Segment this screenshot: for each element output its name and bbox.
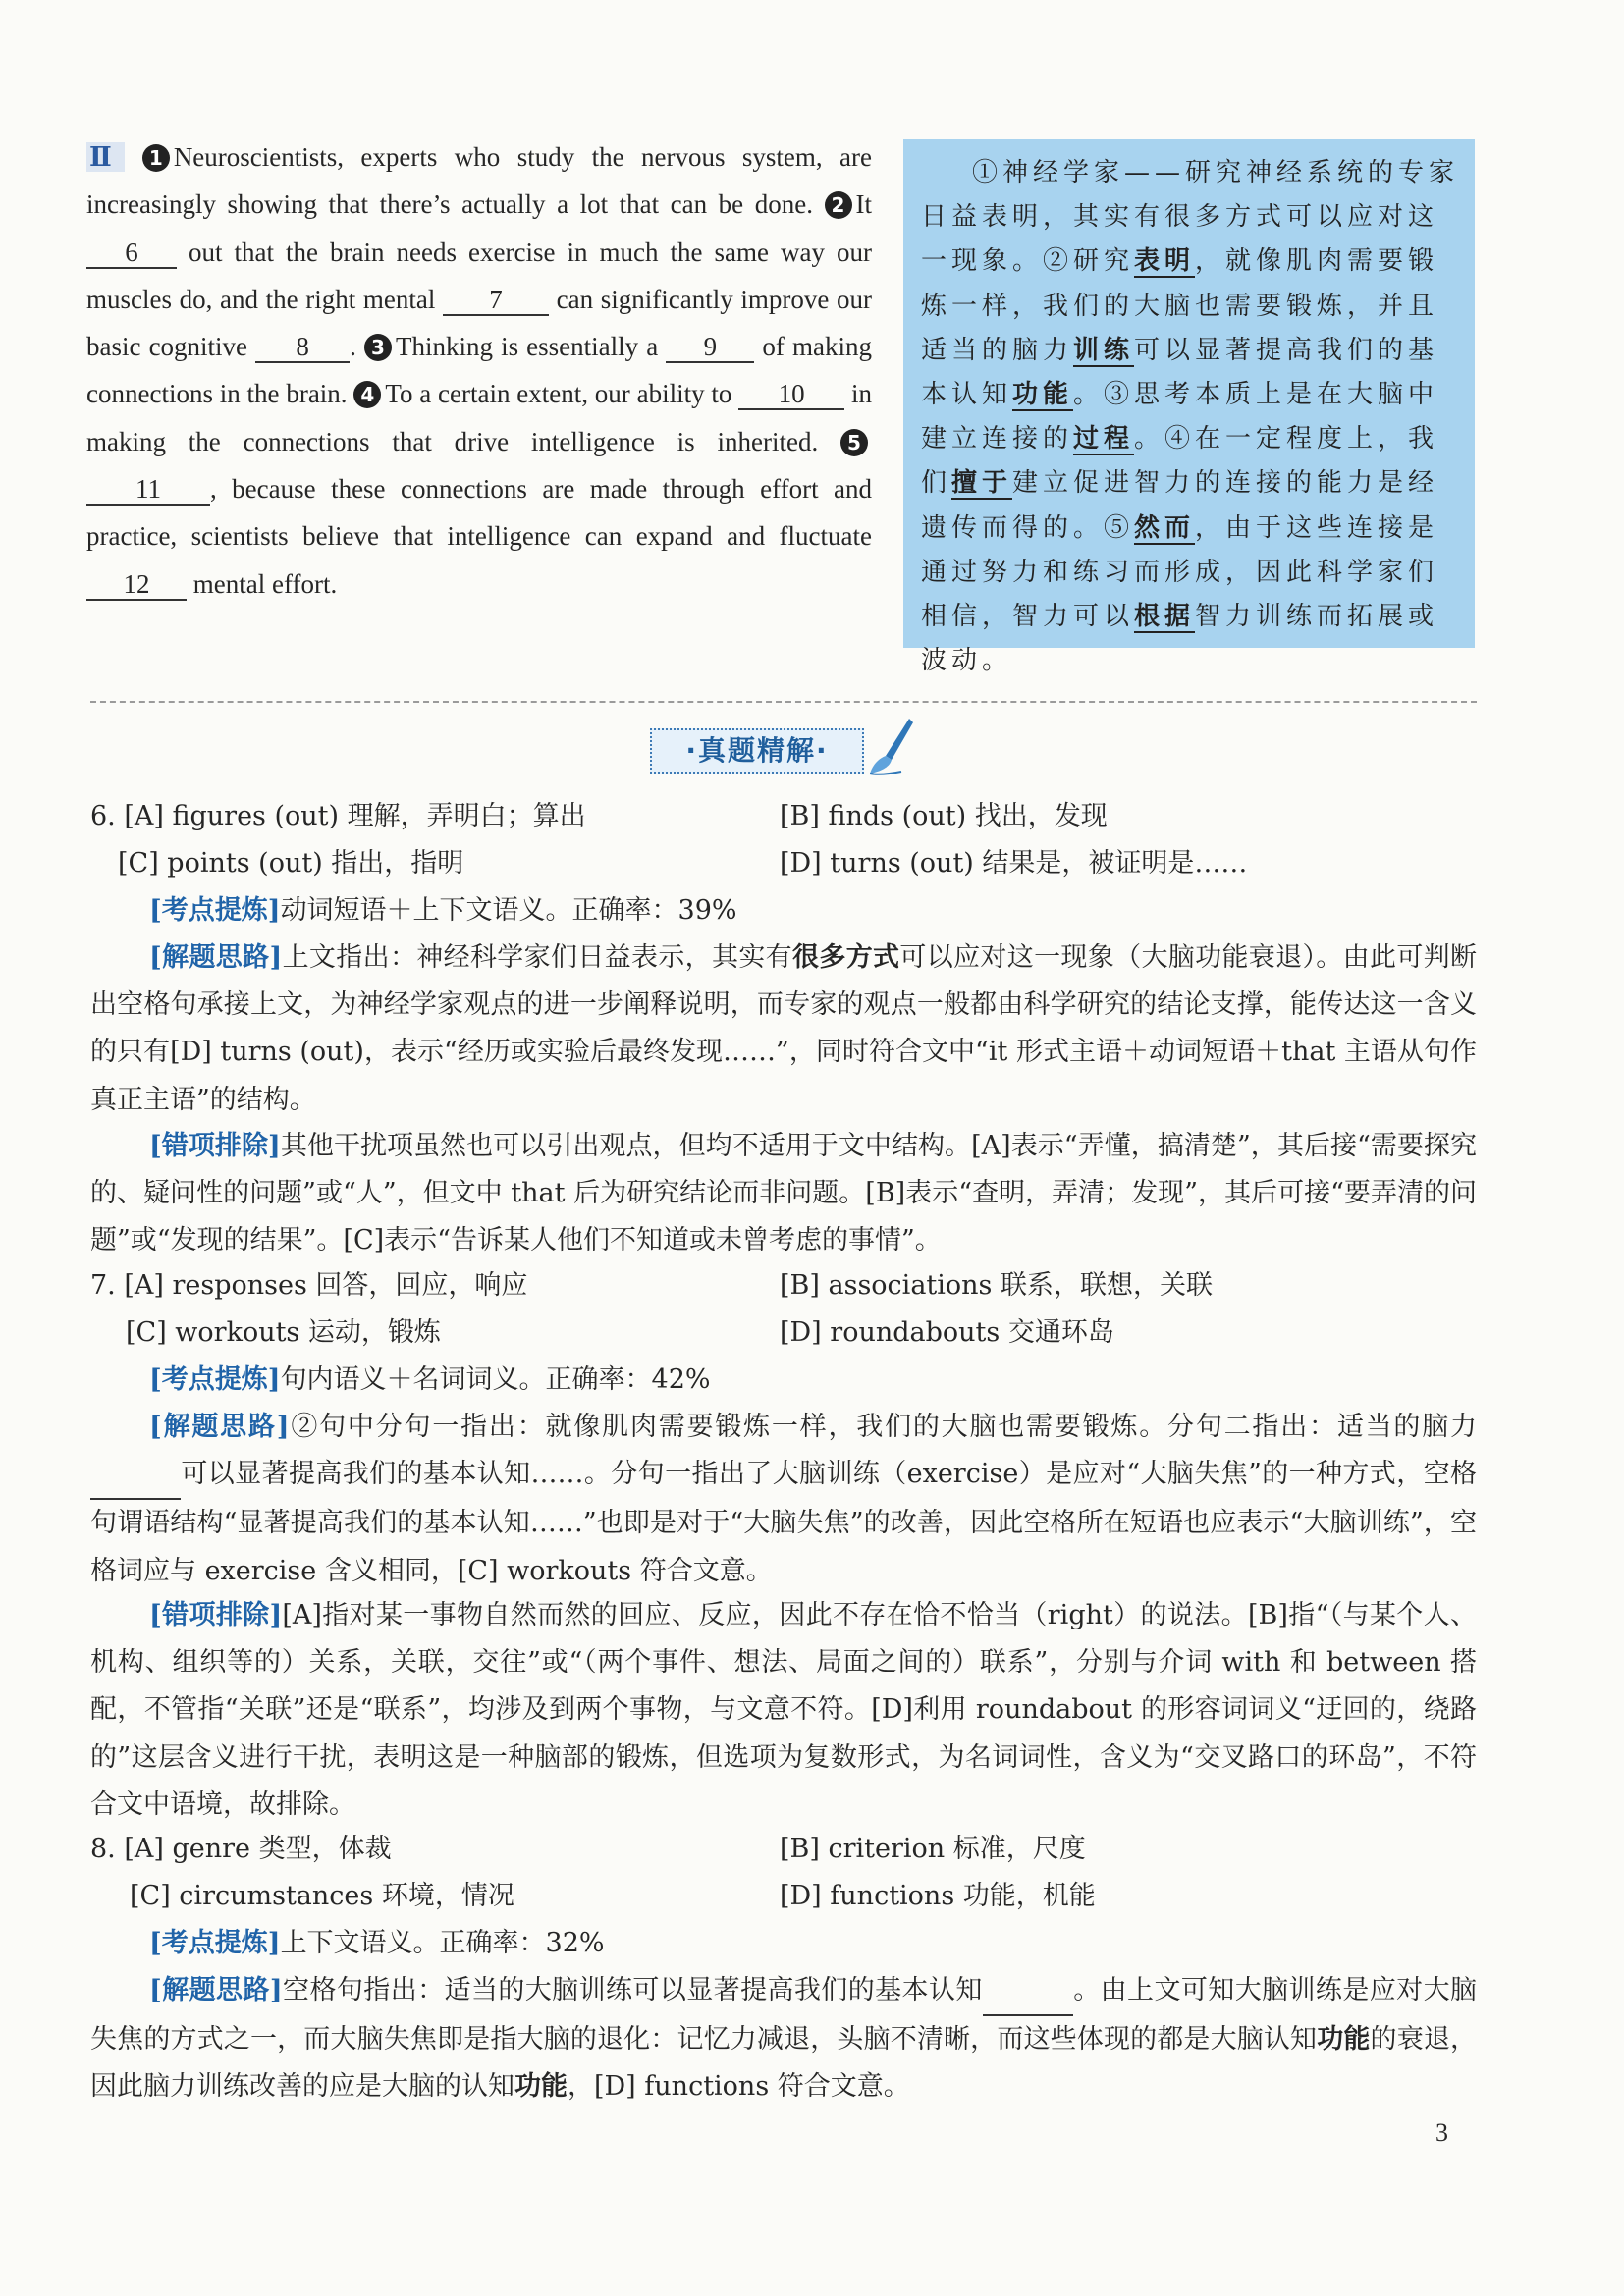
- highlight-word: 擅于: [951, 468, 1013, 499]
- blank-8: 8: [255, 332, 350, 363]
- section-number: Ⅱ: [86, 142, 125, 172]
- label-distractor: [错项排除]: [149, 1131, 281, 1161]
- page-number: 3: [1435, 2118, 1448, 2147]
- solution-text: ②句中分句一指出：就像肌肉需要锻炼一样，我们的大脑也需要锻炼。分句二指出：适当的脑力: [289, 1412, 1477, 1442]
- highlight-word: 然而: [1134, 512, 1196, 543]
- translation-text: 。④在一定程度上，我们: [921, 424, 1439, 499]
- highlight-word: 训练: [1073, 335, 1135, 365]
- highlight-word: 根据: [1134, 602, 1196, 632]
- option-c: [C] points (out) 指出，指明: [118, 848, 464, 879]
- translation-text: 智力训练而拓展或波动。: [921, 602, 1439, 676]
- option-d: [D] roundabouts 交通环岛: [780, 1317, 1114, 1348]
- solution-text: 上文指出：神经科学家们日益表示，其实有: [282, 942, 793, 973]
- key-point-text: 动词短语＋上下文语义。正确率：39%: [280, 895, 737, 926]
- blank-9: 9: [666, 332, 754, 363]
- brush-icon: [866, 715, 917, 777]
- solution-text: 。由上文可知大脑训练是应对大脑失焦的方式之一，而大脑失焦即是指大脑的退化：记忆力减退，头脑不清晰，而这些体现的都是大脑认知: [90, 1975, 1477, 2056]
- blank-11: 11: [86, 474, 210, 506]
- section-tag: ·真题精解·: [650, 728, 864, 774]
- label-solution: [解题思路]: [149, 1975, 283, 2005]
- sentence-marker: 5: [840, 429, 868, 456]
- label-solution: [解题思路]: [149, 1412, 290, 1442]
- distractor-paragraph: [90, 1123, 1477, 1265]
- option-c: [C] workouts 运动，锻炼: [126, 1317, 441, 1348]
- key-point: [149, 1362, 711, 1398]
- translation-text: ①神经学家——研究神经系统的专家日益表明，其实有很多方式可以应对这一现象。②研究: [921, 158, 1460, 277]
- highlight-word: 功能: [1012, 380, 1074, 410]
- label-solution: [解题思路]: [149, 942, 283, 973]
- sentence-text: can significantly improve our basic cognitive: [86, 284, 872, 362]
- distractor-paragraph: [90, 1592, 1477, 1829]
- option-b: [B] associations 联系，联想，关联: [780, 1270, 1213, 1301]
- solution-text: 可以显著提高我们的基本认知……。分句一指出了大脑训练（exercise）是应对“大脑失焦”的一种方式，空格句谓语结构“显著提高我们的基本认知……”也即是对于“大脑失焦”的改善，因此空格所在短语也应表示“大脑训练”，空格词应与 exercise 含义相同，[C] workouts 符合文意。: [90, 1459, 1477, 1586]
- label-key-point: [考点提炼]: [149, 1364, 281, 1395]
- distractor-text: 其他干扰项虽然也可以引出观点，但均不适用于文中结构。[A]表示“弄懂，搞清楚”，其后接“需要探究的、疑问性的问题”或“人”，但文中 that 后为研究结论而非问题。[B]表示“查明，弄清；发现”，其后可接“要弄清的问题”或“发现的结果”。[C]表示“告诉某人他们不知道或未曾考虑的事情”。: [90, 1131, 1477, 1256]
- highlight-word: 表明: [1134, 246, 1196, 277]
- label-key-point: [考点提炼]: [149, 895, 281, 926]
- bold-term: 很多方式: [792, 942, 900, 973]
- distractor-text: [A]指对某一事物自然而然的回应、反应，因此不存在恰不恰当（right）的说法。[B]指“（与某个人、机构、组织等的）关系，关联，交往”或“（两个事件、想法、局面之间的）联系”，分别与介词 with 和 between 搭配，不管指“关联”还是“联系”，均涉及到两个事物，与文意不符。[D]利用 roundabout 的形容词词义“迂回的，绕路的”这层含义进行干扰，表明这是一种脑部的锻炼，但选项为复数形式，为名词词性，含义为“交叉路口的环岛”，不符合文中语境，故排除。: [90, 1600, 1477, 1820]
- sentence-marker: 4: [353, 381, 381, 408]
- option-a: 8. [A] genre 类型，体裁: [90, 1834, 392, 1864]
- solution-text: 可以应对这一现象（大脑功能衰退）。由此可判断出空格句承接上文，为神经学家观点的进一步阐释说明，而专家的观点一般都由科学研究的结论支撑，能传达这一含义的只有[D] turns (out)，表示“经历或实验后最终发现……”，同时符合文中“it 形式主语＋动词短语＋that 主语从句作真正主语”的结构。: [90, 942, 1478, 1115]
- translation-text: ，就像肌肉需要锻炼一样，我们的大脑也需要锻炼，并且适当的脑力: [921, 246, 1439, 365]
- sentence-text: Thinking is essentially a: [395, 332, 667, 362]
- sentence-text: mental effort.: [187, 568, 338, 599]
- option-b: [B] finds (out) 找出，发现: [780, 801, 1108, 831]
- key-point: [149, 1926, 605, 1961]
- key-point-text: 上下文语义。正确率：32%: [280, 1928, 605, 1958]
- option-d: [D] functions 功能，机能: [780, 1881, 1096, 1911]
- option-a: 6. [A] figures (out) 理解，弄明白；算出: [90, 801, 586, 831]
- solution-paragraph: [90, 1967, 1477, 2111]
- option-b: [B] criterion 标准，尺度: [780, 1834, 1086, 1864]
- option-d: [D] turns (out) 结果是，被证明是……: [780, 848, 1248, 879]
- key-point: [149, 893, 737, 929]
- translation-text: 建立促进智力的连接的能力是经遗传而得的。⑤: [921, 468, 1439, 543]
- option-a: 7. [A] responses 回答，回应，响应: [90, 1270, 528, 1301]
- sentence-text: out that the brain needs exercise in much the same way our muscles do, and the right mental: [86, 237, 872, 314]
- solution-text: 空格句指出：适当的大脑训练可以显著提高我们的基本认知: [282, 1975, 983, 2005]
- blank-7: 7: [443, 285, 549, 316]
- label-distractor: [错项排除]: [149, 1600, 283, 1630]
- sentence-text: Neuroscientists, experts who study the nervous system, are increasingly showing that there’s actually a lot that can be done.: [86, 142, 872, 220]
- translation-box: [903, 139, 1475, 676]
- bold-term: 功能: [1317, 2024, 1371, 2056]
- translation-text: ，由于这些连接是通过努力和练习而形成，因此科学家们相信，智力可以: [921, 512, 1439, 632]
- translation-text: 。③思考本质上是在大脑中建立连接的: [921, 380, 1439, 454]
- blank-12: 12: [86, 569, 187, 601]
- sentence-text: in making the connections that drive intelligence is inherited.: [86, 379, 872, 456]
- blank-6: 6: [86, 238, 177, 269]
- answer-blank: [90, 1451, 181, 1500]
- key-point-text: 句内语义＋名词词义。正确率：42%: [280, 1364, 711, 1395]
- sentence-text: It: [855, 189, 872, 220]
- section-divider: [90, 701, 1477, 703]
- bold-term: 功能: [514, 2071, 568, 2103]
- solution-paragraph: [90, 934, 1477, 1124]
- option-c: [C] circumstances 环境，情况: [130, 1881, 514, 1911]
- sentence-marker: 1: [142, 144, 170, 172]
- highlight-word: 过程: [1073, 424, 1135, 454]
- sentence-text: of making connections in the brain.: [86, 332, 872, 409]
- solution-text: ，[D] functions 符合文意。: [568, 2071, 910, 2103]
- label-key-point: [考点提炼]: [149, 1928, 281, 1958]
- solution-text: 的衰退，因此脑力训练改善的应是大脑的认知: [90, 2024, 1478, 2103]
- answer-blank: [983, 1967, 1073, 2016]
- sentence-marker: 3: [364, 334, 392, 361]
- passage-text: [86, 133, 872, 608]
- translation-text: 可以显著提高我们的基本认知: [921, 335, 1439, 410]
- sentence-text: .: [350, 332, 364, 362]
- blank-10: 10: [738, 379, 844, 410]
- sentence-text: To a certain extent, our ability to: [385, 379, 739, 409]
- sentence-text: , because these connections are made through effort and practice, scientists believe that intelligence can expand and fluctuate: [86, 474, 872, 552]
- sentence-marker: 2: [825, 191, 852, 219]
- solution-paragraph: [90, 1404, 1477, 1595]
